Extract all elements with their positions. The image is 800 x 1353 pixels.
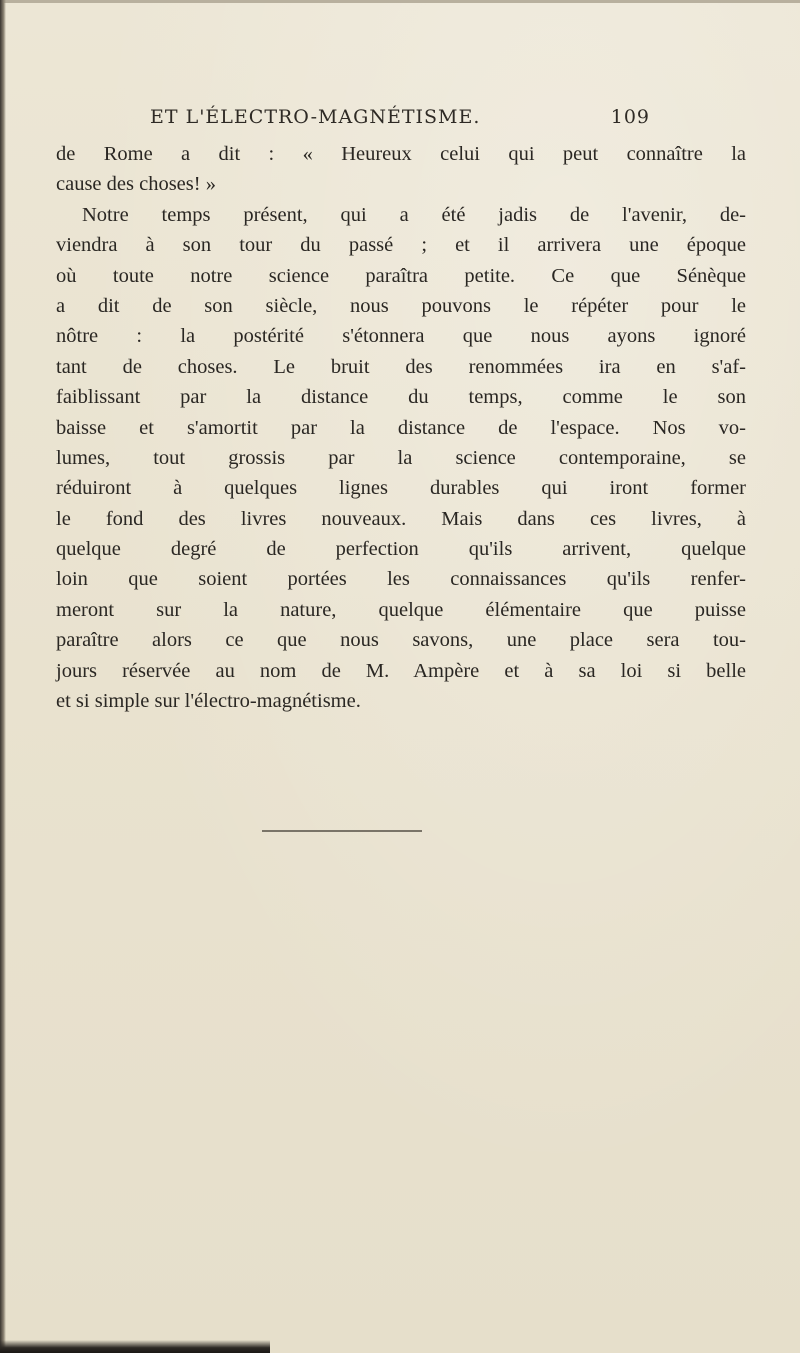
page-bottom-edge [0,1340,270,1353]
text-line: jours réservée au nom de M. Ampère et à sa loi si belle [56,659,746,682]
text-line: lumes, tout grossis par la science contemporaine, se [56,446,746,469]
text-line: et si simple sur l'électro-magnétisme. [56,690,361,713]
text-line: Notre temps présent, qui a été jadis de l'avenir, de- [82,203,746,226]
text-line: nôtre : la postérité s'étonnera que nous ayons ignoré [56,325,746,348]
running-head: ET L'ÉLECTRO-MAGNÉTISME. [150,106,481,128]
text-line: quelque degré de perfection qu'ils arrivent, quelque [56,538,746,561]
body-text [56,139,746,716]
text-line: de Rome a dit : « Heureux celui qui peut connaître la [56,143,746,165]
text-line: viendra à son tour du passé ; et il arrivera une époque [56,234,746,257]
text-line: cause des choses! » [56,173,216,196]
text-line: loin que soient portées les connaissances qu'ils renfer- [56,568,746,591]
page-header [150,106,650,136]
page-number: 109 [610,106,650,128]
page-top-edge [0,0,800,3]
closing-rule [262,830,422,832]
text-line: le fond des livres nouveaux. Mais dans ces livres, à [56,507,746,530]
page-binding-edge [0,0,6,1353]
text-line: baisse et s'amortit par la distance de l'espace. Nos vo- [56,416,746,439]
text-line: faiblissant par la distance du temps, comme le son [56,386,746,409]
text-line: réduiront à quelques lignes durables qui iront former [56,477,746,500]
text-line: tant de choses. Le bruit des renommées ira en s'af- [56,355,746,378]
text-line: a dit de son siècle, nous pouvons le répéter pour le [56,294,746,317]
text-line: meront sur la nature, quelque élémentaire que puisse [56,598,746,621]
text-line: où toute notre science paraîtra petite. Ce que Sénèque [56,264,746,287]
text-line: paraître alors ce que nous savons, une place sera tou- [56,629,746,652]
